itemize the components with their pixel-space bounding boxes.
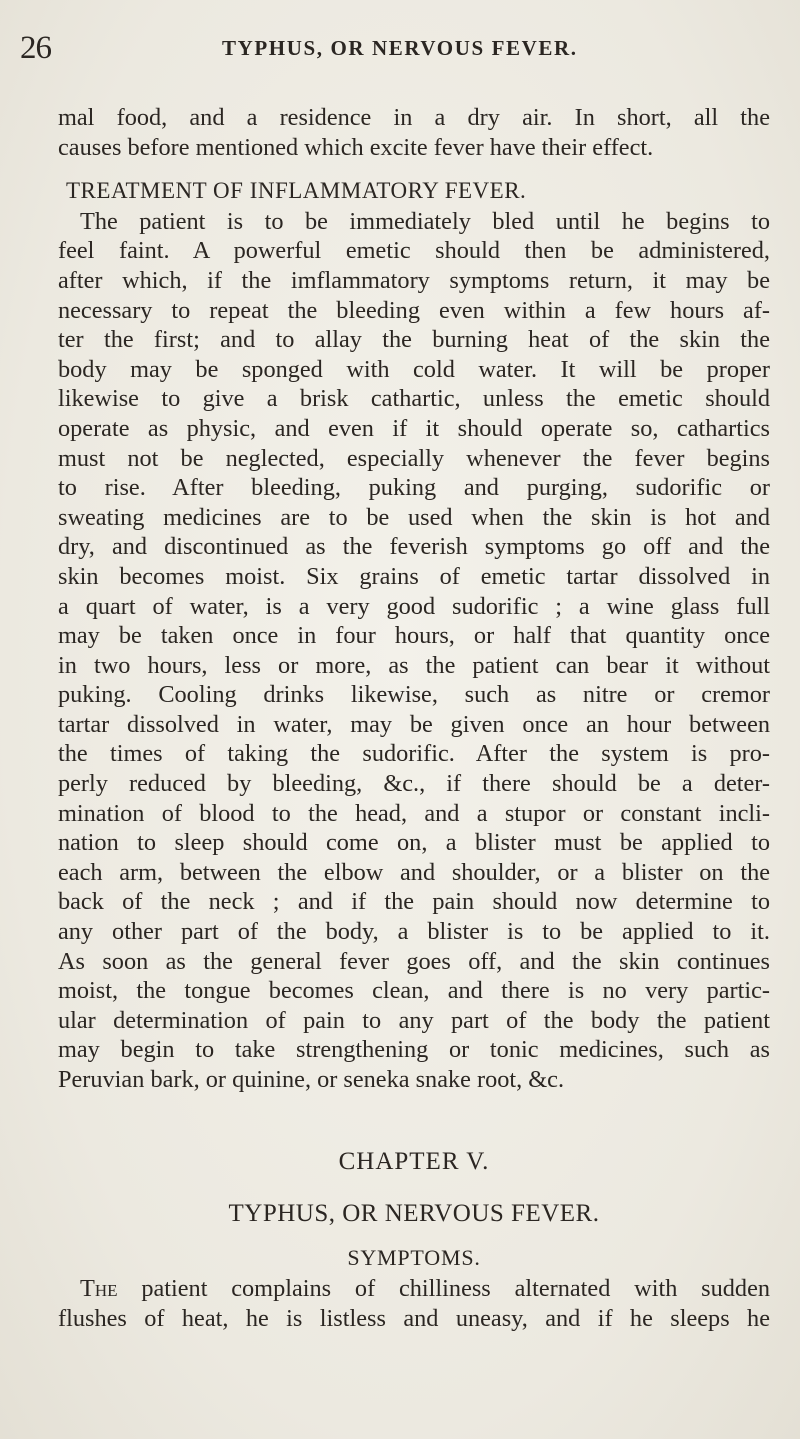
text-line: As soon as the general fever goes off, and the skin continues	[58, 947, 770, 975]
text-line: puking. Cooling drinks likewise, such as nitre or cremor	[58, 681, 770, 709]
text-line: the times of taking the sudorific. After the system is pro-	[58, 740, 770, 768]
text-line: The patient is to be immediately bled until he begins to	[80, 207, 770, 235]
text-line	[58, 1274, 770, 1304]
text-line: each arm, between the elbow and shoulder, or a blister on the	[58, 858, 770, 886]
text-line: must not be neglected, especially whenever the fever begins	[58, 444, 770, 472]
running-head: TYPHUS, OR NERVOUS FEVER.	[222, 36, 578, 60]
text-line: Peruvian bark, or quinine, or seneka snake root, &c.	[58, 1066, 565, 1093]
text-line: any other part of the body, a blister is to be applied to it.	[58, 918, 770, 946]
text-line: in two hours, less or more, as the patient can bear it without	[58, 651, 770, 679]
text-line: causes before mentioned which excite fever have their effect.	[58, 133, 654, 161]
text-line: to rise. After bleeding, puking and purging, sudorific or	[58, 474, 770, 502]
text-line: a quart of water, is a very good sudorific ; a wine glass full	[58, 592, 770, 620]
chapter-number: CHAPTER V.	[338, 1147, 490, 1175]
text-line: moist, the tongue becomes clean, and there is no very partic-	[58, 977, 770, 1005]
text-line: body may be sponged with cold water. It will be proper	[58, 355, 770, 383]
symptoms-paragraph	[58, 1274, 770, 1333]
text-line: mination of blood to the head, and a stupor or constant incli-	[58, 799, 770, 827]
text-line: back of the neck ; and if the pain should now determine to	[58, 888, 770, 916]
text-line: feel faint. A powerful emetic should then be administered,	[58, 237, 770, 265]
section-heading: SYMPTOMS.	[347, 1244, 481, 1270]
text-line: mal food, and a residence in a dry air. In short, all the	[58, 104, 770, 131]
text-line: operate as physic, and even if it should operate so, cathartics	[58, 414, 770, 442]
chapter-title: TYPHUS, OR NERVOUS FEVER.	[228, 1200, 600, 1228]
treatment-paragraph	[58, 207, 770, 1095]
text-line: ular determination of pain to any part of the body the patient	[58, 1006, 770, 1034]
lead-word: The	[80, 1275, 118, 1303]
continuation-paragraph	[58, 103, 770, 162]
text-line: flushes of heat, he is listless and uneasy, and if he sleeps he	[58, 1304, 770, 1332]
text-line: ter the first; and to allay the burning heat of the skin the	[58, 326, 770, 354]
text-line: necessary to repeat the bleeding even within a few hours af-	[58, 296, 770, 324]
text-line: may be taken once in four hours, or half that quantity once	[58, 622, 770, 650]
text-line: dry, and discontinued as the feverish symptoms go off and the	[58, 533, 770, 561]
page-number: 26	[20, 30, 51, 66]
text-line: perly reduced by bleeding, &c., if there should be a deter-	[58, 770, 770, 798]
text-line: tartar dissolved in water, may be given once an hour between	[58, 710, 770, 738]
text-line: skin becomes moist. Six grains of emetic tartar dissolved in	[58, 562, 770, 590]
text-line: nation to sleep should come on, a blister must be applied to	[58, 829, 770, 857]
page-header	[20, 30, 780, 70]
text-line: likewise to give a brisk cathartic, unless the emetic should	[58, 385, 770, 413]
text-line: sweating medicines are to be used when the skin is hot and	[58, 503, 770, 531]
body-text	[58, 103, 770, 1334]
lead-line-text: patient complains of chilliness alternated with sudden	[117, 1275, 770, 1303]
text-line: may begin to take strengthening or tonic medicines, such as	[58, 1036, 770, 1064]
treatment-heading: TREATMENT OF INFLAMMATORY FEVER.	[66, 178, 527, 204]
text-line: after which, if the imflammatory symptoms return, it may be	[58, 266, 770, 294]
